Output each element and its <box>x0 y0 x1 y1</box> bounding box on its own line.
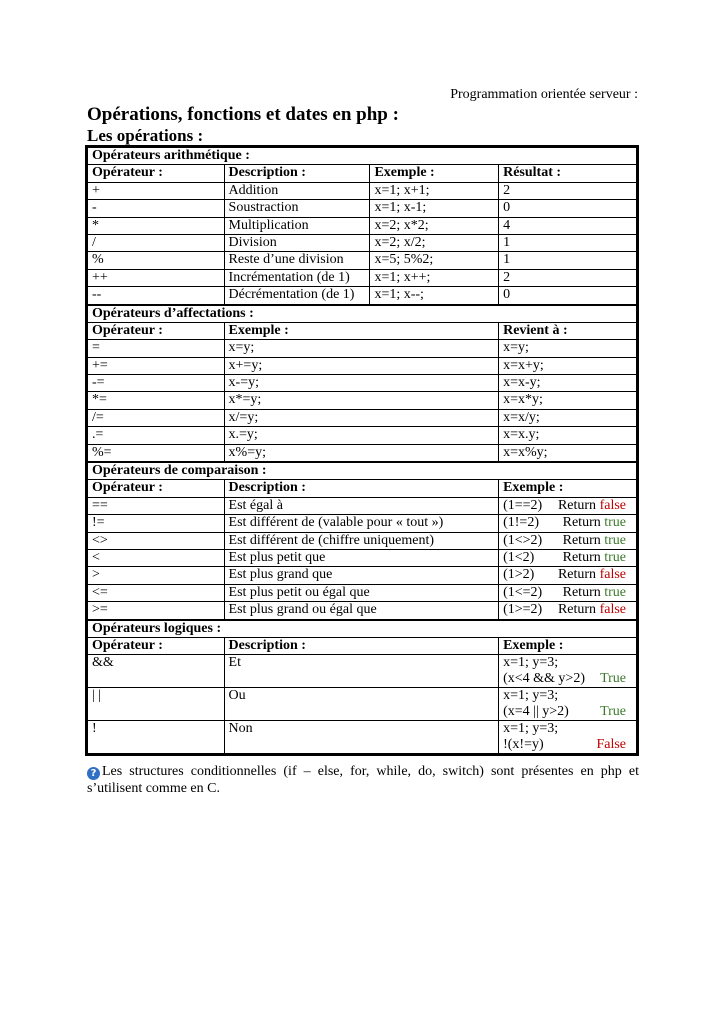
return-keyword: Return <box>557 497 600 513</box>
table-cell: x=1; x++; <box>370 269 499 286</box>
page-header-course: Programmation orientée serveur : <box>450 87 638 102</box>
table-cell: Incrémentation (de 1) <box>224 269 370 286</box>
table-cell: x=y; <box>499 340 637 357</box>
return-keyword: Return <box>562 584 605 600</box>
section-title: Opérateurs arithmétique : <box>88 148 637 165</box>
table-cell: Décrémentation (de 1) <box>224 287 370 305</box>
question-icon: ? <box>87 767 100 780</box>
table-row <box>88 515 637 532</box>
section-title: Opérateurs logiques : <box>88 620 637 638</box>
table-cell: == <box>88 497 225 514</box>
table-cell: %= <box>88 444 225 462</box>
table-cell: - <box>88 200 225 217</box>
table-row <box>88 234 637 251</box>
section-title: Opérateurs d’affectations : <box>88 305 637 323</box>
example-cell <box>499 602 637 620</box>
table-cell: 1 <box>499 234 637 251</box>
example-expression: (1>=2) <box>503 602 543 618</box>
return-value: True <box>600 671 626 687</box>
return-value: true <box>604 549 626 565</box>
column-header: Exemple : <box>499 637 637 654</box>
table-cell: Est plus grand ou égal que <box>224 602 499 620</box>
return-keyword: Return <box>562 532 605 548</box>
table-cell: x=1; x-1; <box>370 200 499 217</box>
example-cell <box>499 532 637 549</box>
column-header: Description : <box>224 480 499 497</box>
table-cell: Est différent de (chiffre uniquement) <box>224 532 499 549</box>
table-cell: 2 <box>499 269 637 286</box>
table-cell: | | <box>88 688 225 721</box>
example-result <box>563 515 626 531</box>
section-header-row <box>88 148 637 165</box>
table-row <box>88 602 637 620</box>
table-cell: && <box>88 655 225 688</box>
table-row <box>88 584 637 601</box>
table-cell: x=x.y; <box>499 427 637 444</box>
example-content <box>503 533 636 549</box>
example-expression: !(x!=y) <box>503 737 544 753</box>
column-header: Exemple : <box>499 480 637 497</box>
example-result <box>563 585 626 601</box>
note-text: Les structures conditionnelles (if – else, for, while, do, switch) sont présentes en php et s’utilisent comme en C. <box>87 764 639 796</box>
note-paragraph <box>87 763 639 797</box>
return-value: true <box>604 584 626 600</box>
assign-section <box>88 305 637 463</box>
example-content <box>503 567 636 583</box>
column-header: Exemple : <box>224 322 499 339</box>
example-content <box>503 550 636 566</box>
return-value: true <box>604 532 626 548</box>
table-cell: Addition <box>224 182 370 199</box>
table-cell: x.=y; <box>224 427 499 444</box>
table-cell: *= <box>88 392 225 409</box>
example-result <box>558 602 626 618</box>
page-title: Opérations, fonctions et dates en php : <box>87 104 399 125</box>
example-result <box>563 533 626 549</box>
table-cell: Est plus petit que <box>224 549 499 566</box>
example-expression: (1<>2) <box>503 532 543 548</box>
return-value: false <box>599 567 626 583</box>
table-cell: Est différent de (valable pour « tout ») <box>224 515 499 532</box>
table-cell: x=y; <box>224 340 499 357</box>
table-row <box>88 340 637 357</box>
table-cell: -= <box>88 375 225 392</box>
section-header-row <box>88 305 637 323</box>
table-cell: x=x%y; <box>499 444 637 462</box>
table-row <box>88 217 637 234</box>
table-cell: x/=y; <box>224 409 499 426</box>
arith-section <box>88 148 637 305</box>
table-cell: Soustraction <box>224 200 370 217</box>
table-cell: Non <box>224 721 499 754</box>
example-cell <box>499 655 637 688</box>
return-value: false <box>599 497 626 513</box>
column-header: Opérateur : <box>88 322 225 339</box>
table-cell: >= <box>88 602 225 620</box>
table-row <box>88 655 637 688</box>
table-cell: x=1; x+1; <box>370 182 499 199</box>
table-row <box>88 409 637 426</box>
example-content <box>503 498 636 514</box>
return-value: False <box>596 737 626 753</box>
logic-section <box>88 620 637 754</box>
table-cell: Reste d’une division <box>224 252 370 269</box>
table-cell: .= <box>88 427 225 444</box>
table-cell: / <box>88 234 225 251</box>
return-keyword: Return <box>562 515 605 531</box>
section-subtitle: Les opérations : <box>87 126 204 145</box>
table-cell: -- <box>88 287 225 305</box>
example-content <box>503 704 636 720</box>
section-header-row <box>88 462 637 480</box>
column-header-row <box>88 480 637 497</box>
example-expression: (x<4 && y>2) <box>503 671 585 687</box>
table-cell: x=2; x*2; <box>370 217 499 234</box>
example-cell <box>499 688 637 721</box>
table-row <box>88 427 637 444</box>
table-row <box>88 688 637 721</box>
column-header: Exemple : <box>370 165 499 182</box>
return-value: True <box>600 704 626 720</box>
return-value: false <box>599 602 626 618</box>
table-cell: <> <box>88 532 225 549</box>
column-header: Opérateur : <box>88 480 225 497</box>
column-header-row <box>88 637 637 654</box>
return-keyword: Return <box>557 602 600 618</box>
table-row <box>88 269 637 286</box>
table-row <box>88 182 637 199</box>
column-header: Résultat : <box>499 165 637 182</box>
table-row <box>88 549 637 566</box>
table-cell: Est égal à <box>224 497 499 514</box>
return-keyword: Return <box>562 549 605 565</box>
table-cell: ! <box>88 721 225 754</box>
table-cell: x*=y; <box>224 392 499 409</box>
table-cell: = <box>88 340 225 357</box>
table-cell: x=x+y; <box>499 357 637 374</box>
table-cell: Division <box>224 234 370 251</box>
table-cell: x=x*y; <box>499 392 637 409</box>
table-cell: % <box>88 252 225 269</box>
table-cell: 1 <box>499 252 637 269</box>
column-header-row <box>88 322 637 339</box>
example-content <box>503 515 636 531</box>
table-cell: < <box>88 549 225 566</box>
section-header-row <box>88 620 637 638</box>
section-title: Opérateurs de comparaison : <box>88 462 637 480</box>
table-row <box>88 497 637 514</box>
table-row <box>88 287 637 305</box>
example-result <box>563 550 626 566</box>
example-expression: (1<2) <box>503 549 535 565</box>
table-cell: ++ <box>88 269 225 286</box>
example-content <box>503 737 636 753</box>
example-content <box>503 585 636 601</box>
column-header: Opérateur : <box>88 637 225 654</box>
table-cell: <= <box>88 584 225 601</box>
table-cell: Ou <box>224 688 499 721</box>
table-cell: /= <box>88 409 225 426</box>
compare-section <box>88 462 637 620</box>
table-cell: x=5; 5%2; <box>370 252 499 269</box>
table-row <box>88 567 637 584</box>
table-cell: 0 <box>499 200 637 217</box>
table-row <box>88 532 637 549</box>
example-content <box>503 602 636 618</box>
example-cell <box>499 721 637 754</box>
operators-table <box>87 147 637 754</box>
table-cell: x=2; x/2; <box>370 234 499 251</box>
table-cell: Est plus grand que <box>224 567 499 584</box>
table-row <box>88 200 637 217</box>
return-keyword: Return <box>557 567 600 583</box>
example-expression: (1==2) <box>503 497 543 513</box>
example-setup: x=1; y=3; <box>503 655 559 671</box>
column-header: Revient à : <box>499 322 637 339</box>
table-cell: > <box>88 567 225 584</box>
table-cell: x=1; x--; <box>370 287 499 305</box>
example-expression: (x=4 || y>2) <box>503 704 569 720</box>
column-header: Opérateur : <box>88 165 225 182</box>
table-cell: 4 <box>499 217 637 234</box>
example-expression: (1!=2) <box>503 515 539 531</box>
example-result <box>558 567 626 583</box>
example-setup: x=1; y=3; <box>503 688 559 704</box>
example-cell <box>499 584 637 601</box>
column-header-row <box>88 165 637 182</box>
example-setup: x=1; y=3; <box>503 721 559 737</box>
table-row <box>88 444 637 462</box>
table-cell: x%=y; <box>224 444 499 462</box>
example-cell <box>499 497 637 514</box>
table-cell: x-=y; <box>224 375 499 392</box>
table-row <box>88 721 637 754</box>
table-cell: 2 <box>499 182 637 199</box>
table-cell: x=x/y; <box>499 409 637 426</box>
column-header: Description : <box>224 637 499 654</box>
table-cell: + <box>88 182 225 199</box>
example-cell <box>499 549 637 566</box>
example-cell <box>499 515 637 532</box>
table-cell: Et <box>224 655 499 688</box>
table-row <box>88 252 637 269</box>
example-cell <box>499 567 637 584</box>
table-cell: x+=y; <box>224 357 499 374</box>
example-content <box>503 671 636 687</box>
return-value: true <box>604 515 626 531</box>
table-cell: != <box>88 515 225 532</box>
example-result <box>558 498 626 514</box>
column-header: Description : <box>224 165 370 182</box>
table-cell: x=x-y; <box>499 375 637 392</box>
table-cell: += <box>88 357 225 374</box>
table-row <box>88 375 637 392</box>
example-expression: (1>2) <box>503 567 535 583</box>
table-row <box>88 392 637 409</box>
example-expression: (1<=2) <box>503 584 543 600</box>
table-cell: 0 <box>499 287 637 305</box>
table-cell: Est plus petit ou égal que <box>224 584 499 601</box>
table-row <box>88 357 637 374</box>
table-cell: * <box>88 217 225 234</box>
table-cell: Multiplication <box>224 217 370 234</box>
